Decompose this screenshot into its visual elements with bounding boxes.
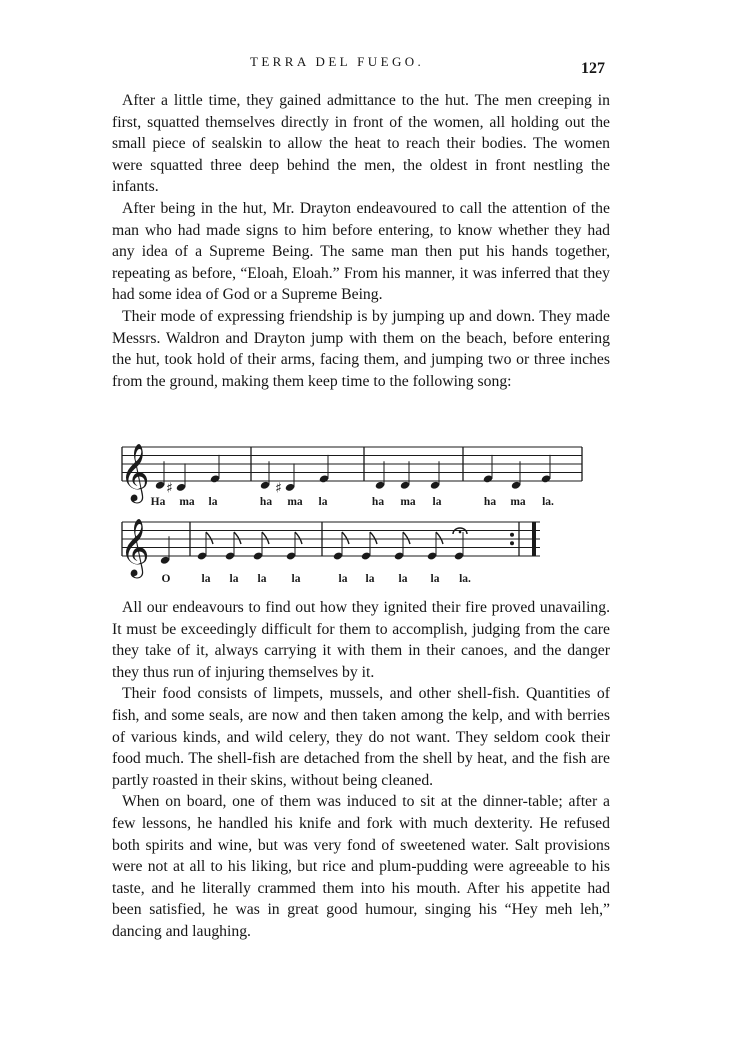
final-bar-line	[532, 522, 536, 556]
lyric-syllable: la	[257, 573, 267, 585]
treble-clef-icon: 𝄞	[120, 443, 150, 501]
lyric-syllable: O	[161, 573, 171, 585]
fermata-dot	[459, 531, 462, 534]
paragraph-supreme-being: After being in the hut, Mr. Drayton endeavoured to call the attention of the man who had made signs to him before entering, to know whether they had any idea of a Supreme Being. The same man then put his hands together, repeating as before, “Eloah, Eloah.” From his manner, it was inferred that they had some idea of God or a Supreme Being.	[112, 199, 610, 304]
lyric-syllable: ma	[510, 496, 526, 508]
note-flag	[370, 532, 377, 544]
lyric-syllable: ha	[483, 496, 497, 508]
repeat-dot	[510, 541, 514, 545]
paragraph-hut-entry: After a little time, they gained admittance to the hut. The men creeping in first, squatted themselves directly in front of the women, all holding out the small piece of sealskin to allow the heat to reach their bodies. The women were squatted three deep behind the men, the oldest in front nestling the infants.	[112, 92, 610, 196]
paragraph-fire: All our endeavours to find out how they ignited their fire proved unavailing. It must be exceedingly difficult for them to accomplish, judging from the care they take of it, always carrying it with them in their canoes, and the danger they thus run of injuring themselves by it.	[112, 599, 610, 681]
note-flag	[206, 532, 213, 544]
lyric-syllable: la.	[542, 496, 554, 508]
lyric-syllable: la	[432, 496, 442, 508]
paragraph-dinner-table: When on board, one of them was induced to sit at the dinner-table; after a few lessons, he handled his knife and fork with much dexterity. He refused both spirits and wine, but was very fond of sweetened water. Salt provisions were not at all to his liking, but rice and plum-pudding were agreeable to his taste, and he literally crammed them into his mouth. After his appetite had been satisfied, he was in great good humour, singing his “Hey meh leh,” dancing and laughing.	[112, 793, 610, 940]
text-block-bottom	[112, 597, 610, 943]
music-notes	[155, 455, 552, 565]
lyric-syllable: la	[291, 573, 301, 585]
lyric-syllable: la	[398, 573, 408, 585]
lyric-syllable: la	[318, 496, 328, 508]
lyric-syllable: la	[201, 573, 211, 585]
note-flag	[403, 532, 410, 544]
note-flag	[262, 532, 269, 544]
note-flag	[342, 532, 349, 544]
repeat-dot	[510, 533, 514, 537]
note-flag	[234, 532, 241, 544]
note-flag	[436, 532, 443, 544]
sharp-icon: ♯	[275, 480, 282, 497]
sharp-icon: ♯	[166, 480, 173, 497]
lyric-syllable: la	[365, 573, 375, 585]
running-title: TERRA DEL FUEGO.	[250, 54, 425, 69]
lyric-syllable: Ha	[150, 496, 166, 508]
lyric-syllable: la.	[459, 573, 471, 585]
lyric-syllable: la	[338, 573, 348, 585]
lyric-syllable: la	[229, 573, 239, 585]
paragraph-friendship: Their mode of expressing friendship is by jumping up and down. They made Messrs. Waldron and Drayton jump with them on the beach, before entering the hut, took hold of their arms, facing them, and jumping two or three inches from the ground, making them keep time to the following song:	[112, 307, 610, 390]
lyric-syllable: ma	[179, 496, 195, 508]
lyric-syllable: ma	[287, 496, 303, 508]
note-flag	[295, 532, 302, 544]
lyric-syllable: la	[208, 496, 218, 508]
lyric-syllable: ma	[400, 496, 416, 508]
music-staves	[120, 443, 582, 579]
paragraph-food: Their food consists of limpets, mussels, and other shell-fish. Quantities of fish, and some seals, are now and then taken among the kelp, and with berries of various kinds, and wild celery, they do not want. They seldom cook their food much. The shell-fish are detached from the shell by heat, and the fish are partly roasted in their skins, without being cleaned.	[112, 685, 610, 789]
treble-clef-icon: 𝄞	[120, 518, 150, 576]
lyric-syllable: ha	[259, 496, 273, 508]
page-number: 127	[581, 60, 605, 77]
lyric-syllable: ha	[371, 496, 385, 508]
lyric-syllable: la	[430, 573, 440, 585]
